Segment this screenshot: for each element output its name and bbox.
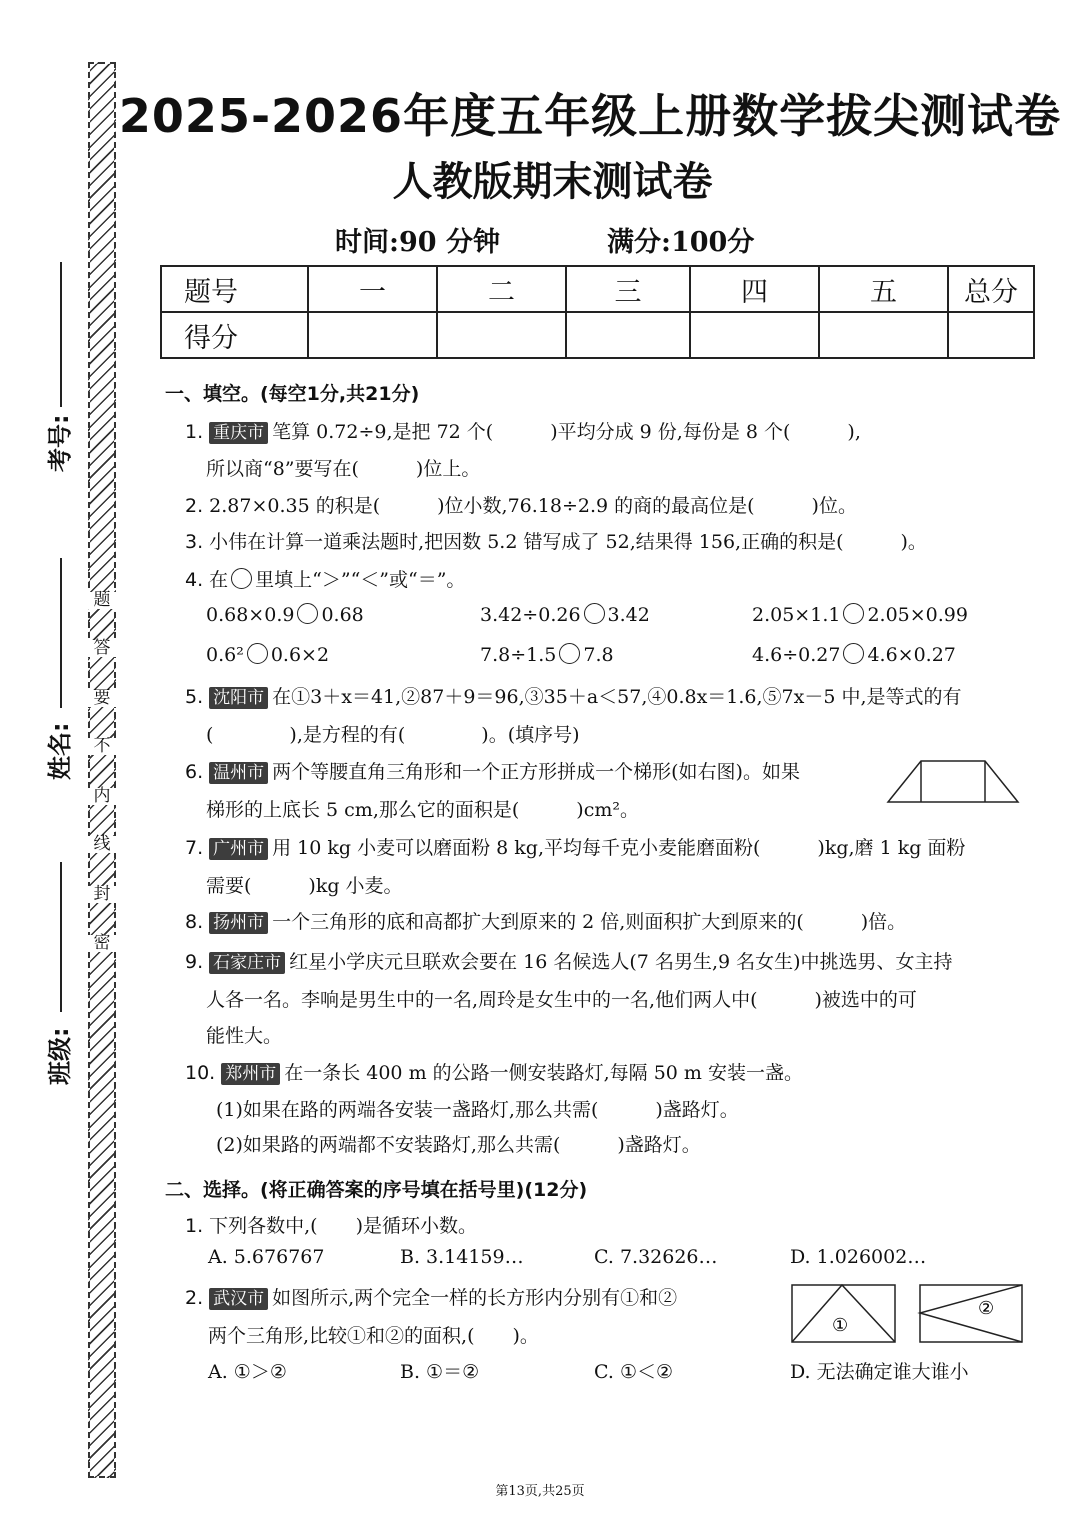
header-cell: 三: [566, 266, 690, 312]
header-cell: 题号: [161, 266, 308, 312]
choice-question-1: [185, 1211, 477, 1238]
seal-char: 封: [88, 886, 116, 903]
score-cell[interactable]: [819, 312, 948, 358]
score-cell[interactable]: [948, 312, 1034, 358]
question-9-line3: 能性大。: [206, 1025, 283, 1047]
question-10-sub2: (2)如果路的两端都不安装路灯,那么共需( )盏路灯。: [216, 1134, 701, 1156]
question-7: [185, 833, 965, 860]
compare-circle[interactable]: [559, 643, 580, 664]
question-1-line2: 所以商“8”要写在( )位上。: [206, 458, 481, 480]
binding-strip: [88, 62, 116, 1478]
compare-circle[interactable]: [297, 603, 318, 624]
score-cell[interactable]: [308, 312, 437, 358]
header-cell: 总分: [948, 266, 1034, 312]
question-number: 2.: [185, 1287, 204, 1309]
row-label: 得分: [161, 312, 308, 358]
option[interactable]: A. ①＞②: [208, 1361, 287, 1383]
option[interactable]: C. 7.32626…: [594, 1246, 718, 1268]
question-text: 如图所示,两个完全一样的长方形内分别有①和②: [272, 1287, 678, 1309]
class-line[interactable]: [60, 862, 62, 1012]
question-number: 3.: [185, 531, 204, 553]
seal-char: 答: [88, 640, 116, 657]
section1-title: 一、填空。(每空1分,共21分): [165, 383, 420, 405]
question-text-post: 里填上“＞”“＜”或“＝”。: [255, 569, 466, 591]
name-line[interactable]: [60, 558, 62, 708]
compare-item: 0.68×0.9 0.68: [206, 604, 364, 626]
question-5: [185, 682, 962, 709]
city-tag: 石家庄市: [209, 952, 285, 974]
compare-item: 4.6÷0.27 4.6×0.27: [752, 644, 956, 666]
question-10: [185, 1058, 803, 1085]
option[interactable]: B. ①＝②: [400, 1361, 480, 1383]
city-tag: 温州市: [209, 762, 268, 784]
question-number: 1.: [185, 1215, 204, 1237]
question-text: 在①3＋x＝41,②87＋9＝96,③35＋a＜57,④0.8x＝1.6,⑤7x－5 中,是等式的有: [272, 686, 962, 708]
score-table-header: [161, 266, 1034, 312]
question-4: [185, 565, 465, 592]
compare-item: 2.05×1.1 2.05×0.99: [752, 604, 968, 626]
question-text: 红星小学庆元旦联欢会要在 16 名候选人(7 名男生,9 名女生)中挑选男、女主持: [289, 951, 953, 973]
question-text: 一个三角形的底和高都扩大到原来的 2 倍,则面积扩大到原来的( )倍。: [272, 911, 907, 933]
question-text: 笔算 0.72÷9,是把 72 个( )平均分成 9 份,每份是 8 个( ),: [272, 421, 861, 443]
compare-item: 7.8÷1.5 7.8: [480, 644, 614, 666]
question-text: 小伟在计算一道乘法题时,把因数 5.2 错写成了 52,结果得 156,正确的积是( )。: [209, 531, 927, 553]
rectangles-figure: [790, 1283, 1025, 1345]
header-cell: 二: [437, 266, 566, 312]
city-tag: 扬州市: [209, 912, 268, 934]
seal-char: 要: [88, 690, 116, 707]
question-8: [185, 907, 906, 934]
score-cell[interactable]: [566, 312, 690, 358]
seal-char: 不: [88, 738, 116, 755]
score-cell[interactable]: [437, 312, 566, 358]
question-number: 7.: [185, 837, 204, 859]
header-cell: 四: [690, 266, 819, 312]
score-table-row: [161, 312, 1034, 358]
compare-circle[interactable]: [584, 603, 605, 624]
option[interactable]: D. 无法确定谁大谁小: [790, 1361, 969, 1383]
page-footer: 第13页,共25页: [495, 1484, 585, 1499]
question-text: 在一条长 400 m 的公路一侧安装路灯,每隔 50 m 安装一盏。: [284, 1062, 803, 1084]
question-number: 1.: [185, 421, 204, 443]
compare-item: 0.6² 0.6×2: [206, 644, 330, 666]
figure-label-2: ②: [978, 1298, 995, 1319]
question-number: 10.: [185, 1062, 216, 1084]
option[interactable]: D. 1.026002…: [790, 1246, 927, 1268]
question-9: [185, 947, 953, 974]
compare-item: 3.42÷0.26 3.42: [480, 604, 650, 626]
question-6-line2: 梯形的上底长 5 cm,那么它的面积是( )cm²。: [206, 799, 639, 821]
question-text: 用 10 kg 小麦可以磨面粉 8 kg,平均每千克小麦能磨面粉( )kg,磨 1 kg 面粉: [272, 837, 966, 859]
seal-char: 线: [88, 836, 116, 853]
header-cell: 一: [308, 266, 437, 312]
question-number: 9.: [185, 951, 204, 973]
question-3: [185, 527, 927, 554]
trapezoid-figure: [885, 758, 1021, 806]
full-score-info: 满分:100分: [607, 227, 755, 258]
question-text: 下列各数中,( )是循环小数。: [209, 1215, 478, 1237]
choice-question-2: [185, 1283, 677, 1310]
city-tag: 重庆市: [209, 422, 268, 444]
figure-label-1: ①: [832, 1315, 849, 1336]
question-1: [185, 417, 861, 444]
question-9-line2: 人各一名。李响是男生中的一名,周玲是女生中的一名,他们两人中( )被选中的可: [206, 989, 917, 1011]
name-label: 姓名:: [46, 722, 74, 780]
question-text: 2.87×0.35 的积是( )位小数,76.18÷2.9 的商的最高位是( )位。: [209, 495, 857, 517]
question-number: 2.: [185, 495, 204, 517]
city-tag: 郑州市: [221, 1063, 280, 1085]
option[interactable]: A. 5.676767: [208, 1246, 325, 1268]
question-text: 两个等腰直角三角形和一个正方形拼成一个梯形(如右图)。如果: [272, 761, 800, 783]
choice-question-2-line2: 两个三角形,比较①和②的面积,( )。: [208, 1325, 539, 1347]
exam-no-line[interactable]: [60, 262, 62, 407]
question-text-pre: 在: [209, 569, 229, 591]
question-5-line2: ( ),是方程的有( )。(填序号): [206, 724, 580, 746]
compare-circle[interactable]: [843, 643, 864, 664]
question-7-line2: 需要( )kg 小麦。: [206, 875, 403, 897]
seal-char: 密: [88, 935, 116, 952]
question-6: [185, 757, 800, 784]
page-title: 2025-2026年度五年级上册数学拔尖测试卷: [118, 89, 1062, 143]
city-tag: 广州市: [209, 838, 268, 860]
seal-char: 内: [88, 788, 116, 805]
option[interactable]: B. 3.14159…: [400, 1246, 524, 1268]
header-cell: 五: [819, 266, 948, 312]
class-label: 班级:: [46, 1027, 74, 1085]
compare-circle-icon: [231, 568, 252, 589]
exam-no-label: 考号:: [46, 414, 74, 472]
question-number: 8.: [185, 911, 204, 933]
question-2: [185, 491, 857, 518]
question-number: 4.: [185, 569, 204, 591]
score-table: [160, 265, 1035, 359]
compare-circle[interactable]: [247, 643, 268, 664]
option[interactable]: C. ①＜②: [594, 1361, 674, 1383]
time-info: 时间:90 分钟: [335, 227, 500, 258]
question-number: 6.: [185, 761, 204, 783]
seal-char: 题: [88, 592, 116, 609]
section2-title: 二、选择。(将正确答案的序号填在括号里)(12分): [165, 1179, 588, 1201]
page-subtitle: 人教版期末测试卷: [392, 159, 713, 205]
score-cell[interactable]: [690, 312, 819, 358]
question-number: 5.: [185, 686, 204, 708]
city-tag: 武汉市: [209, 1288, 268, 1310]
question-10-sub1: (1)如果在路的两端各安装一盏路灯,那么共需( )盏路灯。: [216, 1099, 739, 1121]
compare-circle[interactable]: [843, 603, 864, 624]
city-tag: 沈阳市: [209, 687, 268, 709]
